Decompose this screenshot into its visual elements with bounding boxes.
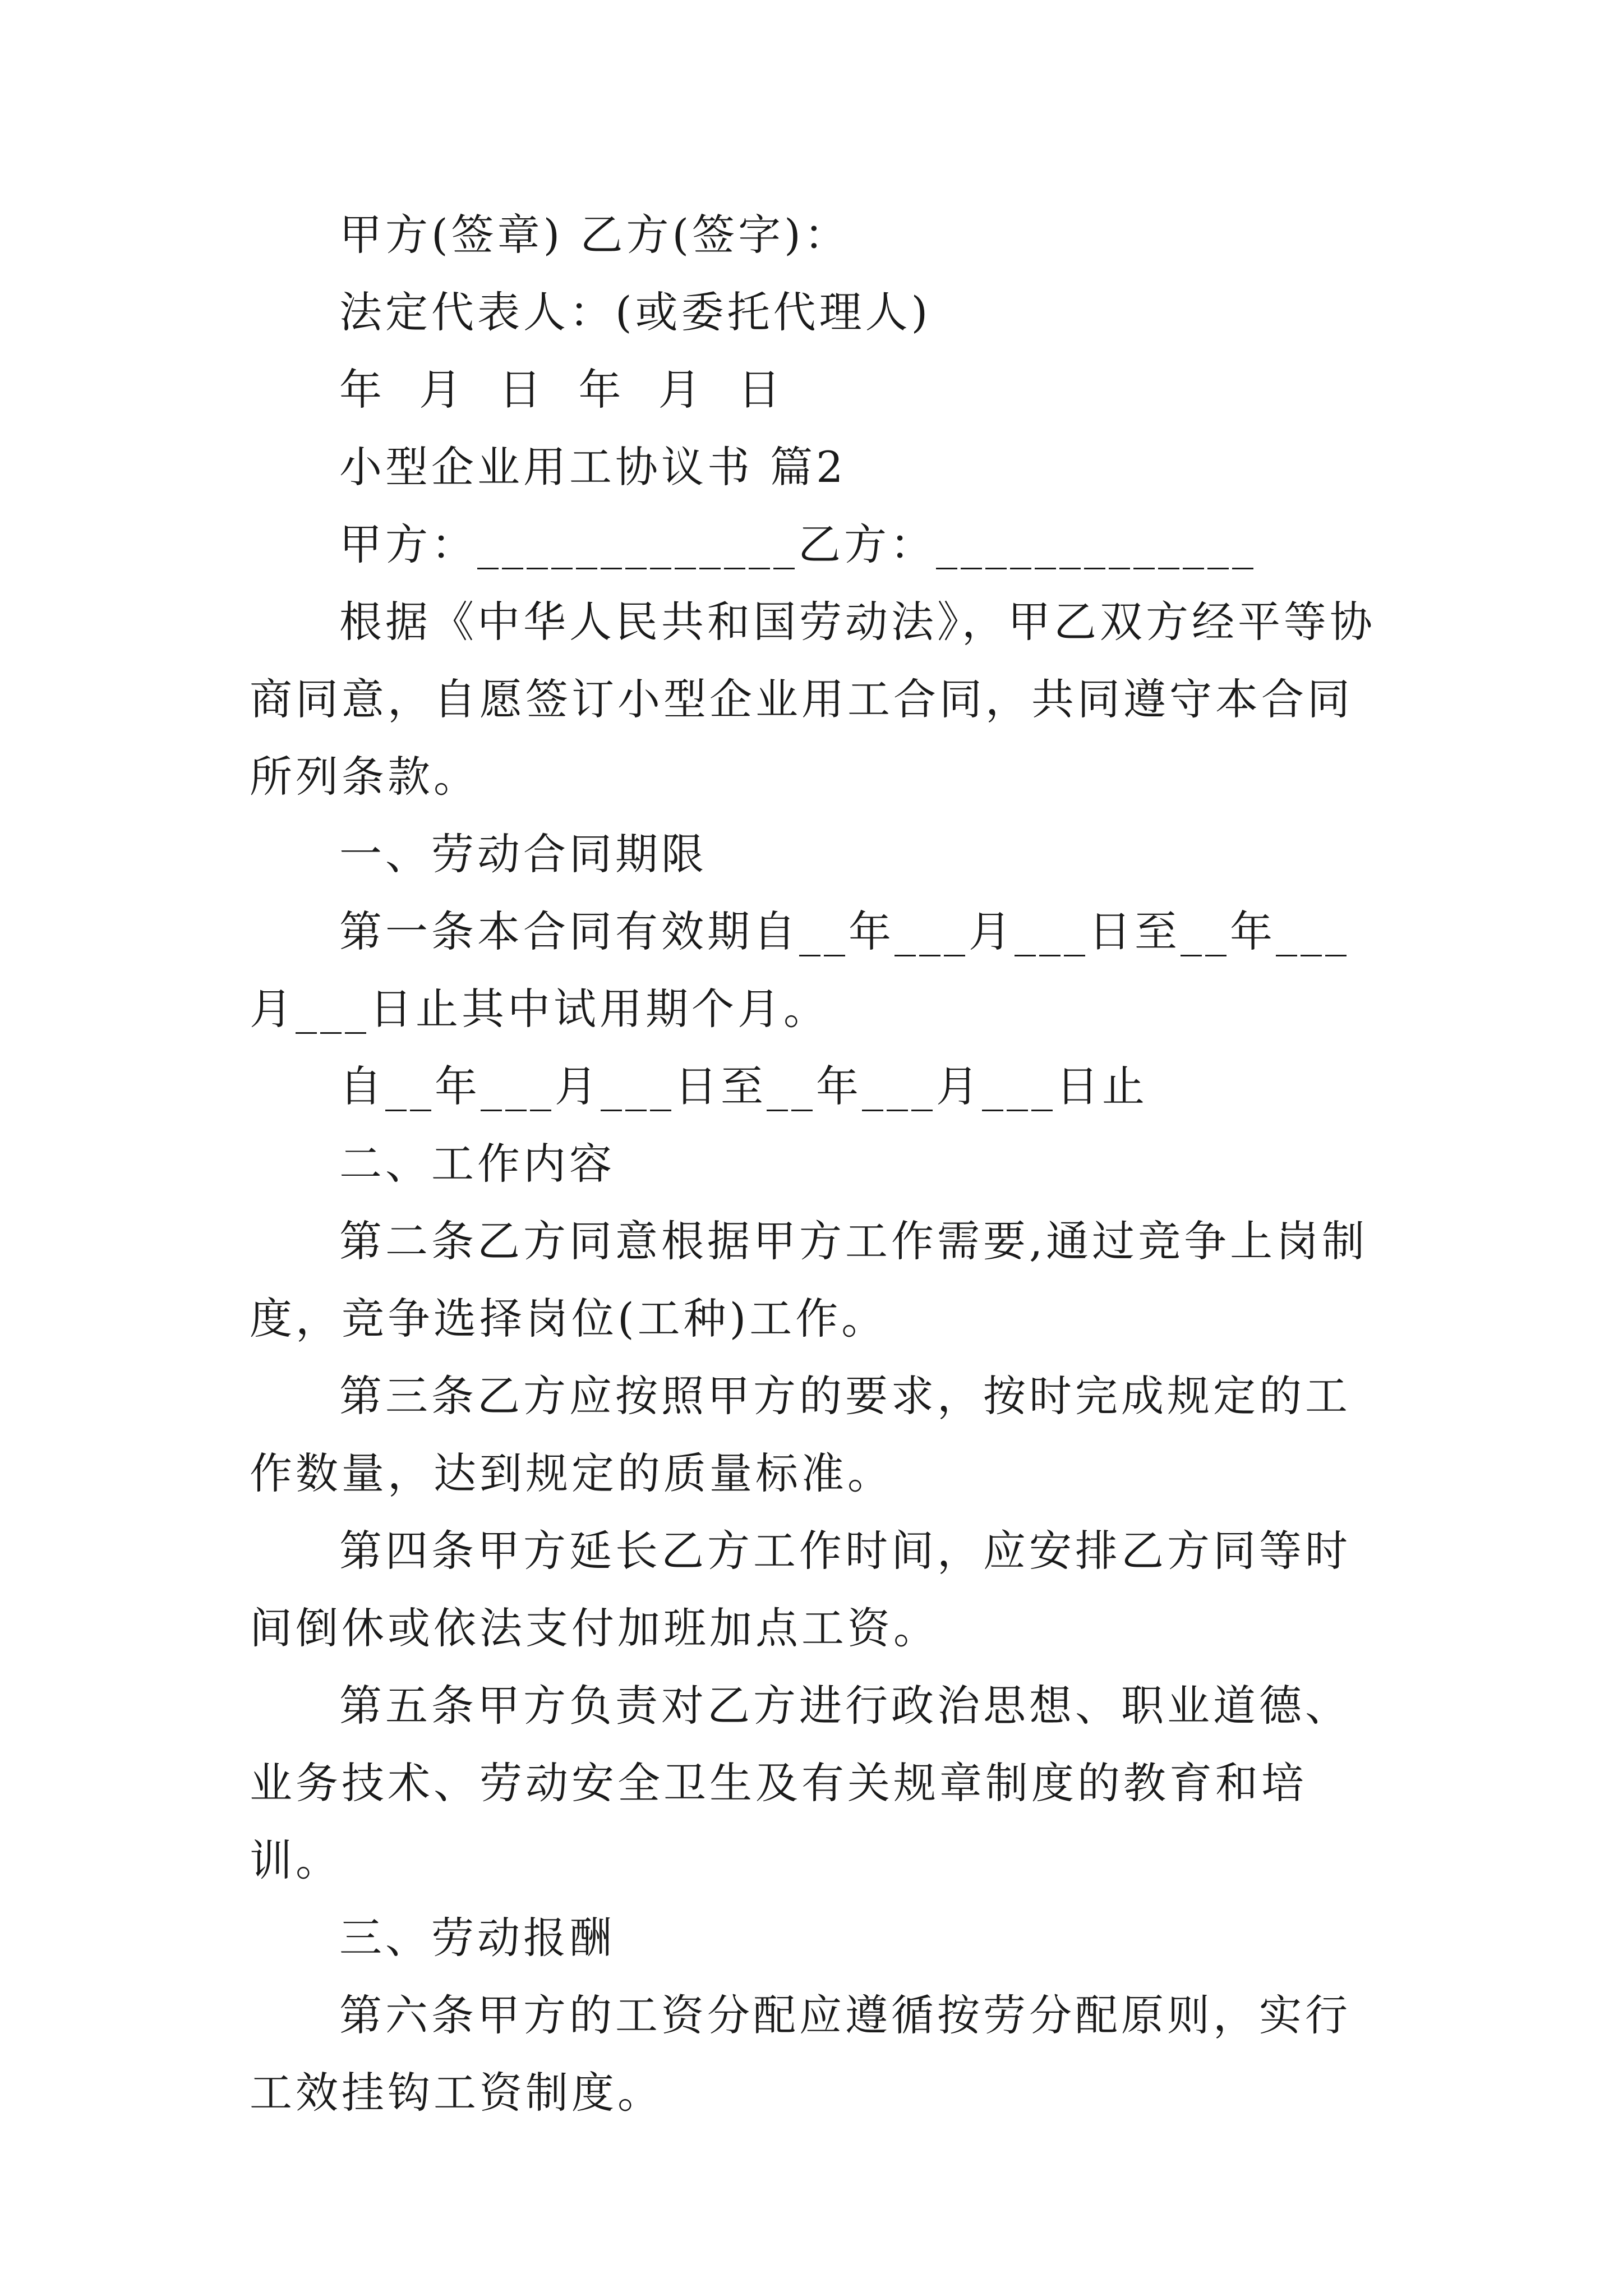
parties-line: 甲方：_____________乙方：_____________ [339, 519, 1257, 569]
heading-remuneration: 三、劳动报酬 [339, 1913, 615, 1963]
article-5: 第五条甲方负责对乙方进行政治思想、职业道德、业务技术、劳动安全卫生及有关规章制度的教育和培训。 [250, 1681, 1351, 1885]
article-6: 第六条甲方的工资分配应遵循按劳分配原则，实行工效挂钩工资制度。 [250, 1990, 1351, 2118]
probation-period-line: 自__年___月___日至__年___月___日止 [339, 1061, 1148, 1111]
signature-line: 甲方(签章) 乙方(签字)： [339, 210, 850, 260]
preamble-paragraph: 根据《中华人民共和国劳动法》，甲乙双方经平等协商同意，自愿签订小型企业用工合同，共同遵守本合同所列条款。 [250, 597, 1376, 802]
article-2: 第二条乙方同意根据甲方工作需要,通过竞争上岗制度，竞争选择岗位(工种)工作。 [250, 1216, 1368, 1343]
date-line: 年 月 日 年 月 日 [339, 365, 784, 415]
article-3: 第三条乙方应按照甲方的要求，按时完成规定的工作数量，达到规定的质量标准。 [250, 1371, 1351, 1498]
heading-work-content: 二、工作内容 [339, 1139, 615, 1189]
article-1: 第一条本合同有效期自__年___月___日至__年___月___日止其中试用期个月。 [250, 907, 1350, 1034]
heading-contract-term: 一、劳动合同期限 [339, 829, 707, 879]
article-4: 第四条甲方延长乙方工作时间，应安排乙方同等时间倒休或依法支付加班加点工资。 [250, 1526, 1351, 1653]
document-body [250, 196, 1388, 2132]
legal-representative-line: 法定代表人：(或委托代理人) [339, 287, 932, 337]
section-title: 小型企业用工协议书 篇2 [339, 442, 847, 492]
